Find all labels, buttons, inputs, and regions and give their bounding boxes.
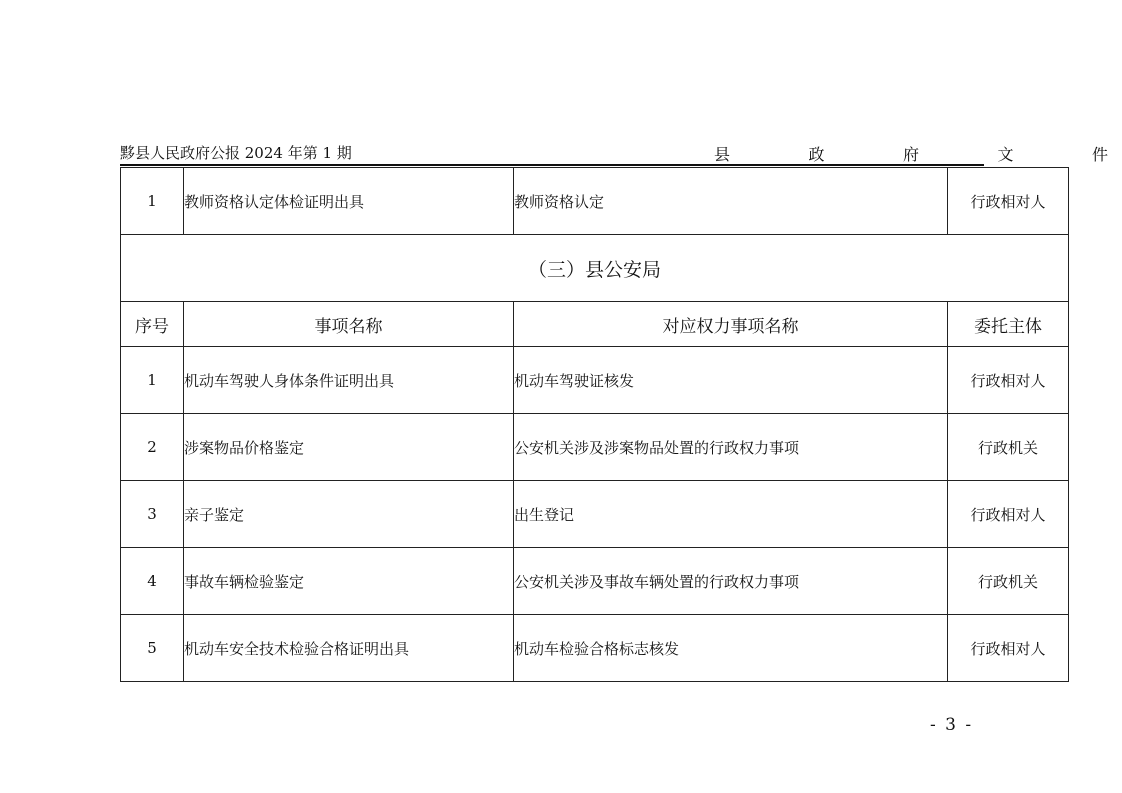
header-category xyxy=(714,142,1108,165)
cell-power: 机动车驾驶证核发 xyxy=(514,347,948,414)
cell-item: 机动车驾驶人身体条件证明出具 xyxy=(184,347,514,414)
cell-no: 5 xyxy=(121,615,184,682)
header-char: 文 xyxy=(997,145,1014,164)
column-header-row xyxy=(121,302,1069,347)
section-title: （三）县公安局 xyxy=(121,235,1069,302)
col-header-no: 序号 xyxy=(121,302,184,347)
cell-item: 亲子鉴定 xyxy=(184,481,514,548)
cell-subject: 行政相对人 xyxy=(948,615,1069,682)
header-char: 件 xyxy=(1091,145,1108,164)
cell-subject: 行政相对人 xyxy=(948,481,1069,548)
col-header-item: 事项名称 xyxy=(184,302,514,347)
table-row xyxy=(121,481,1069,548)
cell-no: 2 xyxy=(121,414,184,481)
cell-power: 机动车检验合格标志核发 xyxy=(514,615,948,682)
cell-power: 公安机关涉及涉案物品处置的行政权力事项 xyxy=(514,414,948,481)
cell-subject: 行政相对人 xyxy=(948,168,1069,235)
cell-subject: 行政相对人 xyxy=(948,347,1069,414)
cell-item: 涉案物品价格鉴定 xyxy=(184,414,514,481)
col-header-power: 对应权力事项名称 xyxy=(514,302,948,347)
page-number: - 3 - xyxy=(930,715,974,735)
cell-power: 出生登记 xyxy=(514,481,948,548)
cell-subject: 行政机关 xyxy=(948,548,1069,615)
table-row xyxy=(121,615,1069,682)
cell-item: 教师资格认定体检证明出具 xyxy=(184,168,514,235)
table-row xyxy=(121,347,1069,414)
cell-no: 4 xyxy=(121,548,184,615)
cell-subject: 行政机关 xyxy=(948,414,1069,481)
header-publication: 黟县人民政府公报 2024 年第 1 期 xyxy=(120,144,352,162)
table-row xyxy=(121,168,1069,235)
col-header-subject: 委托主体 xyxy=(948,302,1069,347)
cell-power: 公安机关涉及事故车辆处置的行政权力事项 xyxy=(514,548,948,615)
header-char: 府 xyxy=(902,145,919,164)
page-header xyxy=(120,140,1108,166)
section-header-row xyxy=(121,235,1069,302)
cell-item: 机动车安全技术检验合格证明出具 xyxy=(184,615,514,682)
cell-no: 1 xyxy=(121,168,184,235)
cell-power: 教师资格认定 xyxy=(514,168,948,235)
cell-item: 事故车辆检验鉴定 xyxy=(184,548,514,615)
cell-no: 1 xyxy=(121,347,184,414)
entrusted-items-table xyxy=(120,167,1069,682)
header-char: 县 xyxy=(714,145,731,164)
cell-no: 3 xyxy=(121,481,184,548)
header-char: 政 xyxy=(808,145,825,164)
table-row xyxy=(121,548,1069,615)
table-row xyxy=(121,414,1069,481)
